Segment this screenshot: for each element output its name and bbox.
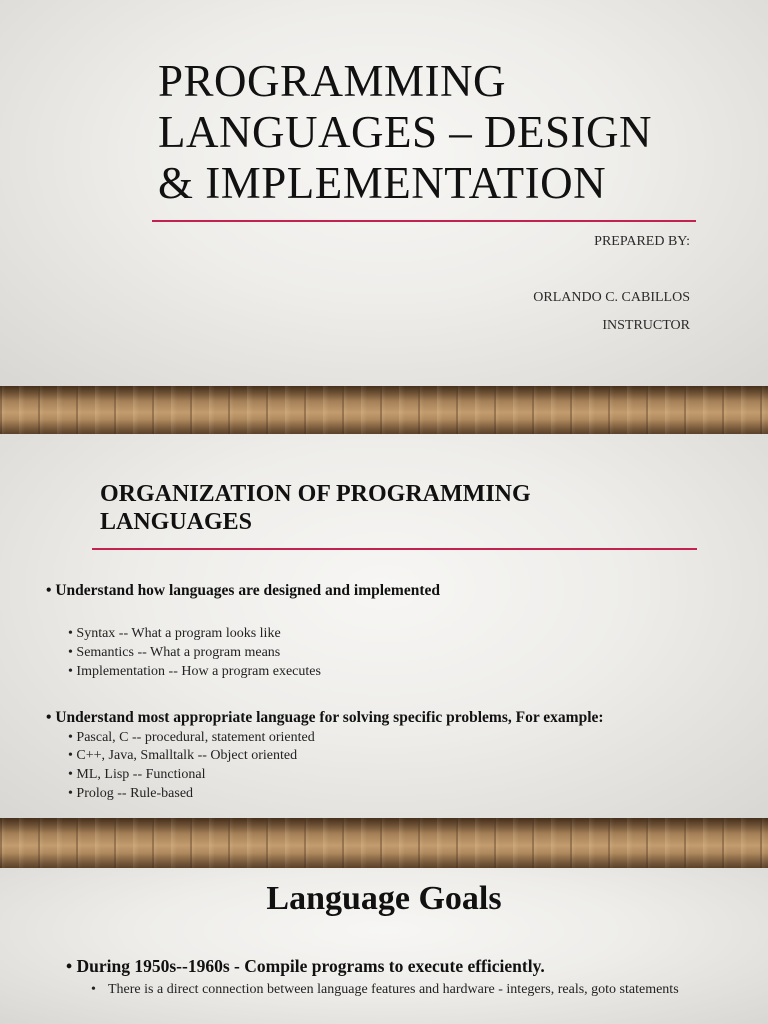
heading-line-2: LANGUAGES [100, 509, 253, 535]
author-role: INSTRUCTOR [602, 318, 690, 333]
bullet-item: • Understand most appropriate language for solving specific problems, For example: [46, 709, 604, 727]
sub-bullet-item: • Implementation -- How a program executes [68, 664, 321, 680]
slide-organization [0, 434, 768, 818]
presentation-title [158, 56, 652, 209]
sub-bullet-item: • Pascal, C -- procedural, statement oriented [68, 730, 315, 746]
prepared-by-label: PREPARED BY: [594, 234, 690, 249]
title-line-3: & IMPLEMENTATION [158, 158, 607, 208]
title-line-2: LANGUAGES – DESIGN [158, 107, 652, 157]
bullet-item: • During 1950s--1960s - Compile programs to execute efficiently. [66, 956, 545, 977]
author-name: ORLANDO C. CABILLOS [533, 290, 690, 305]
slide-heading: Language Goals [266, 880, 502, 917]
bullet-marker: • [91, 982, 96, 997]
sub-bullet-item: • Prolog -- Rule-based [68, 786, 193, 802]
title-divider [152, 220, 696, 222]
heading-line-1: ORGANIZATION OF PROGRAMMING [100, 481, 531, 507]
bullet-item: • Understand how languages are designed and implemented [46, 582, 440, 600]
sub-bullet-item: • ML, Lisp -- Functional [68, 767, 206, 783]
sub-bullet-item [91, 980, 708, 999]
heading-divider [92, 548, 697, 550]
slide-heading [100, 480, 531, 536]
slide-title [0, 0, 768, 386]
wood-floor-divider [0, 386, 768, 434]
sub-bullet-item: • C++, Java, Smalltalk -- Object oriented [68, 748, 297, 764]
sub-bullet-text: There is a direct connection between language features and hardware - integers, reals, goto statements [108, 982, 679, 997]
slide-language-goals [0, 868, 768, 1024]
wood-floor-divider [0, 818, 768, 868]
sub-bullet-item: • Semantics -- What a program means [68, 645, 280, 661]
title-line-1: PROGRAMMING [158, 56, 507, 106]
sub-bullet-item: • Syntax -- What a program looks like [68, 626, 281, 642]
